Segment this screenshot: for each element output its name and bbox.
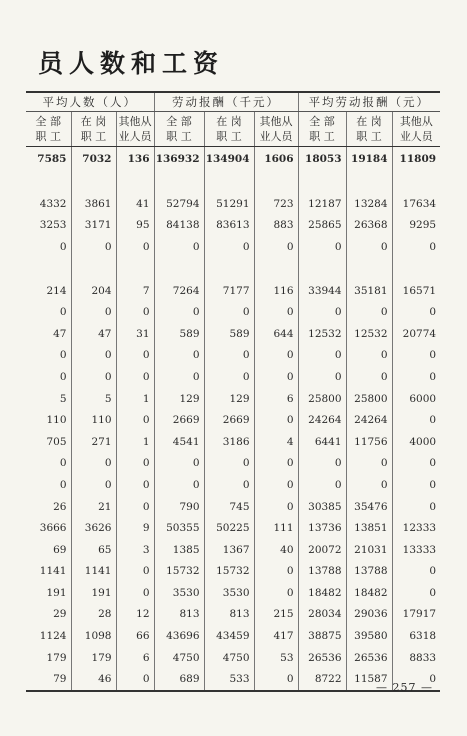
table-cell: 0 [392,668,440,691]
table-row [26,625,440,647]
table-cell: 18482 [298,582,346,604]
table-cell: 134904 [204,147,254,172]
table-cell: 0 [298,301,346,323]
column-header [392,112,440,147]
table-cell: 13736 [298,517,346,539]
table-cell: 95 [116,215,154,237]
table-cell: 0 [346,453,392,475]
table-cell: 11756 [346,431,392,453]
table-cell: 0 [116,561,154,583]
table-cell: 13333 [392,539,440,561]
table-cell [204,258,254,280]
table-cell: 24264 [298,409,346,431]
table-cell: 110 [46,414,67,427]
table-row [26,301,440,323]
table-cell: 0 [116,668,154,691]
table-cell: 25800 [346,388,392,410]
table-cell: 21 [71,496,116,518]
column-header-line: 在 岗 [356,115,382,128]
table-cell: 0 [254,496,298,518]
table-cell: 0 [346,236,392,258]
table-cell: 4000 [392,431,440,453]
table-cell: 0 [392,366,440,388]
table-cell: 7264 [154,280,204,302]
table-cell: 0 [116,236,154,258]
table-cell: 19184 [346,147,392,172]
table-cell: 3186 [204,431,254,453]
table-cell: 179 [71,647,116,669]
table-cell: 0 [298,474,346,496]
table-cell [346,258,392,280]
table-cell: 204 [71,280,116,302]
table-cell [71,171,116,193]
table-cell: 4750 [204,647,254,669]
table-cell: 2669 [204,409,254,431]
column-header-line: 职 工 [309,130,335,143]
table-cell: 46 [71,668,116,691]
table-row [26,193,440,215]
table-cell: 25865 [298,215,346,237]
table-cell: 1385 [154,539,204,561]
total-row [26,147,440,172]
table-cell: 3626 [71,517,116,539]
table-cell [26,258,71,280]
column-header [298,112,346,147]
table-cell: 43459 [204,625,254,647]
employment-wage-table [26,91,440,692]
table-cell: 0 [116,409,154,431]
table-cell: 589 [204,323,254,345]
table-cell: 47 [53,327,67,340]
table-cell: 0 [204,474,254,496]
table-cell: 0 [298,236,346,258]
table-cell: 8833 [392,647,440,669]
page-number: — 257 — [376,681,433,694]
table-cell: 17634 [392,193,440,215]
table-cell: 7032 [71,147,116,172]
table-cell: 214 [46,284,67,297]
table-cell: 52794 [154,193,204,215]
table-cell: 0 [392,474,440,496]
column-header-line: 职 工 [356,130,382,143]
table-cell: 1141 [71,561,116,583]
table-row [26,539,440,561]
table-cell: 271 [71,431,116,453]
table-cell: 21031 [346,539,392,561]
table-cell: 705 [46,435,67,448]
table-cell: 116 [254,280,298,302]
table-cell: 723 [254,193,298,215]
table-cell: 3 [116,539,154,561]
table-cell [26,171,71,193]
table-cell: 0 [204,301,254,323]
table-cell: 3171 [71,215,116,237]
column-header-line: 职 工 [166,130,192,143]
table-cell: 16571 [392,280,440,302]
table-cell: 0 [254,236,298,258]
table-row [26,345,440,367]
table-cell: 191 [46,586,67,599]
table-cell: 4750 [154,647,204,669]
column-header-line: 其他从 [118,115,152,128]
table-cell: 3530 [204,582,254,604]
column-header-line: 业人员 [259,130,293,143]
table-cell: 20072 [298,539,346,561]
column-header [254,112,298,147]
table-cell: 13788 [346,561,392,583]
table-cell: 644 [254,323,298,345]
table-cell: 0 [298,453,346,475]
table-cell: 790 [154,496,204,518]
table-cell: 0 [71,301,116,323]
table-row [26,647,440,669]
table-cell: 53 [254,647,298,669]
column-header-line: 其他从 [259,115,293,128]
table-cell: 0 [59,240,67,253]
table-cell: 813 [154,604,204,626]
table-cell: 533 [204,668,254,691]
table-cell: 5 [71,388,116,410]
table-cell [254,171,298,193]
table-cell: 111 [254,517,298,539]
table-cell: 2669 [154,409,204,431]
table-cell: 0 [392,236,440,258]
header-group-compensation: 劳动报酬（千元） [154,92,298,112]
column-header-line: 职 工 [80,130,107,143]
table-cell: 6000 [392,388,440,410]
table-cell: 0 [204,366,254,388]
table-cell: 18482 [346,582,392,604]
table-cell [71,258,116,280]
table-cell: 0 [392,453,440,475]
table-cell: 50355 [154,517,204,539]
table-cell [298,171,346,193]
column-header-line: 职 工 [35,130,61,143]
table-cell: 12187 [298,193,346,215]
table-cell: 26536 [298,647,346,669]
column-header-line: 在 岗 [216,115,242,128]
table-cell: 18053 [298,147,346,172]
table-cell: 9 [116,517,154,539]
table-row [26,604,440,626]
table-cell: 15732 [154,561,204,583]
table-cell: 6318 [392,625,440,647]
table-cell: 9295 [392,215,440,237]
table-cell: 26536 [346,647,392,669]
table-cell: 689 [154,668,204,691]
table-row [26,474,440,496]
table-cell: 79 [26,668,71,691]
table-cell: 179 [46,651,67,664]
table-cell [154,258,204,280]
table-cell: 0 [154,366,204,388]
table-cell: 33944 [298,280,346,302]
table-row [26,280,440,302]
table-cell: 129 [154,388,204,410]
statistics-table-wrapper [26,91,440,692]
table-cell: 3666 [39,522,67,535]
table-cell: 3861 [71,193,116,215]
table-cell: 6441 [298,431,346,453]
table-cell: 1 [116,431,154,453]
table-cell: 0 [346,345,392,367]
column-header-line: 在 岗 [80,115,107,128]
table-cell: 13284 [346,193,392,215]
table-cell: 883 [254,215,298,237]
table-cell: 191 [71,582,116,604]
column-header-line: 业人员 [118,130,152,143]
table-cell: 0 [59,478,67,491]
table-cell: 5 [59,392,67,405]
table-cell: 3253 [39,219,67,232]
table-cell: 31 [116,323,154,345]
spacer-row [26,258,440,280]
table-cell: 0 [116,453,154,475]
table-cell [254,258,298,280]
table-cell: 4332 [39,197,67,210]
table-cell: 7177 [204,280,254,302]
table-cell: 65 [71,539,116,561]
table-cell: 35181 [346,280,392,302]
page-title: 员人数和工资 [38,49,225,78]
table-cell: 0 [254,668,298,691]
table-cell: 35476 [346,496,392,518]
table-cell: 0 [71,366,116,388]
table-cell: 0 [254,561,298,583]
table-cell: 0 [392,345,440,367]
table-cell: 1 [116,388,154,410]
table-cell: 24264 [346,409,392,431]
table-row [26,517,440,539]
table-cell: 0 [392,582,440,604]
table-cell: 69 [53,543,67,556]
table-cell: 0 [204,345,254,367]
table-cell: 7 [116,280,154,302]
table-cell: 25800 [298,388,346,410]
column-header [71,112,116,147]
table-cell: 0 [59,457,67,470]
table-cell: 0 [204,236,254,258]
column-header-line: 全 部 [166,115,192,128]
table-cell [154,171,204,193]
table-cell: 0 [298,366,346,388]
table-cell: 0 [71,474,116,496]
table-cell: 26368 [346,215,392,237]
table-cell: 0 [346,366,392,388]
table-cell: 0 [392,561,440,583]
table-cell: 0 [392,409,440,431]
column-header [346,112,392,147]
table-row [26,496,440,518]
table-cell: 47 [71,323,116,345]
table-cell: 0 [254,301,298,323]
table-row [26,388,440,410]
table-cell: 43696 [154,625,204,647]
table-cell: 28034 [298,604,346,626]
table-cell [116,171,154,193]
table-cell: 0 [71,453,116,475]
header-group-average-pay: 平均劳动报酬（元） [298,92,440,112]
table-cell: 813 [204,604,254,626]
table-cell: 50225 [204,517,254,539]
table-cell: 7585 [37,153,67,165]
table-cell: 0 [346,301,392,323]
table-cell: 15732 [204,561,254,583]
table-cell: 51291 [204,193,254,215]
table-cell [204,171,254,193]
table-cell: 12 [116,604,154,626]
table-body [26,147,440,692]
table-cell: 0 [116,301,154,323]
table-cell: 6 [116,647,154,669]
table-cell: 1367 [204,539,254,561]
table-cell: 20774 [392,323,440,345]
table-cell: 1098 [71,625,116,647]
table-cell: 0 [116,474,154,496]
table-row [26,409,440,431]
table-cell: 0 [154,345,204,367]
table-cell: 0 [154,301,204,323]
table-cell: 29 [53,608,67,621]
column-header [26,112,71,147]
table-cell: 8722 [298,668,346,691]
table-cell: 12333 [392,517,440,539]
column-header [116,112,154,147]
table-cell: 17917 [392,604,440,626]
column-header [154,112,204,147]
table-cell: 12532 [298,323,346,345]
table-cell: 4541 [154,431,204,453]
table-cell: 0 [204,453,254,475]
table-cell: 30385 [298,496,346,518]
table-cell: 12532 [346,323,392,345]
table-cell: 28 [71,604,116,626]
table-cell: 110 [71,409,116,431]
table-cell: 1606 [254,147,298,172]
column-header-line: 职 工 [216,130,242,143]
table-cell: 40 [254,539,298,561]
table-cell: 29036 [346,604,392,626]
table-cell: 41 [116,193,154,215]
table-cell: 0 [71,236,116,258]
table-cell [392,258,440,280]
table-cell: 417 [254,625,298,647]
table-header [26,92,440,147]
table-cell: 0 [254,409,298,431]
column-header-line: 全 部 [35,115,61,128]
table-cell: 136 [116,147,154,172]
table-cell: 0 [116,582,154,604]
table-cell: 38875 [298,625,346,647]
table-cell: 1141 [39,565,67,578]
table-row [26,561,440,583]
table-cell: 26 [53,500,67,513]
table-row [26,366,440,388]
table-cell [346,171,392,193]
column-header-line: 全 部 [309,115,335,128]
table-cell: 83613 [204,215,254,237]
table-cell: 0 [116,366,154,388]
column-header [204,112,254,147]
table-cell: 215 [254,604,298,626]
table-cell: 0 [154,453,204,475]
table-cell: 0 [154,474,204,496]
column-header-line: 其他从 [399,115,433,128]
table-row [26,582,440,604]
table-cell: 0 [59,349,67,362]
table-cell: 1124 [39,630,67,643]
table-cell: 0 [154,236,204,258]
table-cell: 0 [298,345,346,367]
table-cell: 0 [254,474,298,496]
table-cell: 0 [59,370,67,383]
table-cell: 0 [254,366,298,388]
table-cell: 3530 [154,582,204,604]
table-cell: 0 [116,496,154,518]
table-cell: 11587 [346,668,392,691]
table-cell: 0 [59,306,67,319]
table-row [26,323,440,345]
table-cell: 6 [254,388,298,410]
table-cell: 0 [254,453,298,475]
table-cell: 0 [346,474,392,496]
table-cell: 0 [392,301,440,323]
table-cell: 129 [204,388,254,410]
table-row [26,453,440,475]
table-cell: 66 [116,625,154,647]
table-cell [116,258,154,280]
table-cell: 13851 [346,517,392,539]
table-cell: 11809 [392,147,440,172]
table-cell: 84138 [154,215,204,237]
table-row [26,236,440,258]
table-cell: 589 [154,323,204,345]
table-cell: 4 [254,431,298,453]
table-cell: 745 [204,496,254,518]
table-cell: 0 [254,345,298,367]
table-row [26,215,440,237]
column-header-line: 业人员 [399,130,433,143]
spacer-row [26,171,440,193]
table-cell: 136932 [154,147,204,172]
table-cell: 0 [71,345,116,367]
table-cell: 0 [116,345,154,367]
table-row [26,431,440,453]
header-group-headcount: 平均人数（人） [26,92,154,112]
table-cell: 13788 [298,561,346,583]
table-cell: 39580 [346,625,392,647]
table-cell [392,171,440,193]
table-cell: 0 [392,496,440,518]
table-cell: 0 [254,582,298,604]
table-cell [298,258,346,280]
